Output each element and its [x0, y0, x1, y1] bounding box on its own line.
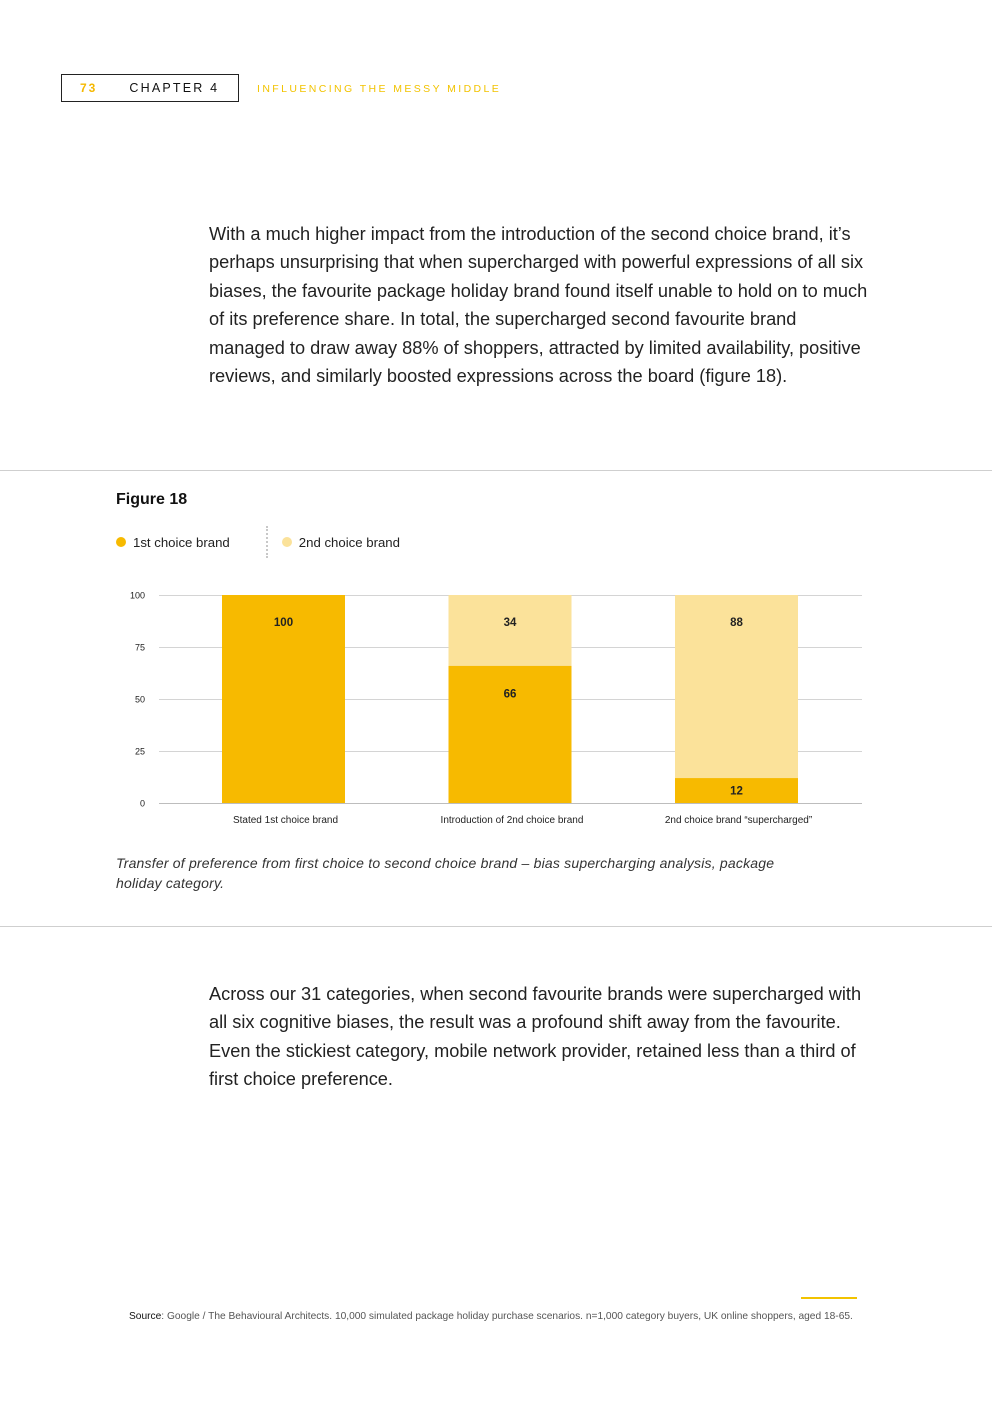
x-category-label: Stated 1st choice brand	[232, 815, 339, 826]
source-label: Source	[129, 1311, 162, 1322]
page-number: 73	[80, 81, 98, 95]
body-paragraph-1: With a much higher impact from the introduction of the second choice brand, it’s perhaps unsurprising that when supercharged with powerful expressions of all six biases, the favourite package holiday brand found itself unable to hold on to much of its preference share. In total, the supercharged second favourite brand managed to draw away 88% of shoppers, attracted by limited availability, positive reviews, and similarly boosted expressions across the board (figure 18).	[209, 224, 868, 387]
data-label: 66	[503, 688, 517, 701]
footer-accent-line	[801, 1297, 857, 1299]
data-label: 88	[730, 617, 743, 629]
data-label: 12	[730, 785, 743, 798]
section-title: INFLUENCING THE MESSY MIDDLE	[257, 83, 502, 95]
y-tick-label: 100	[129, 590, 145, 601]
y-tick-label: 75	[134, 642, 145, 653]
x-category-label: Introduction of 2nd choice brand	[440, 815, 584, 826]
figure-title: Figure 18	[116, 491, 188, 508]
x-category-label: 2nd choice brand “supercharged”	[664, 815, 813, 826]
bar-segment-first-choice	[449, 666, 572, 803]
figure-bottom-divider	[0, 926, 992, 927]
body-paragraph-2: Across our 31 categories, when second favourite brands were supercharged with all six cognitive biases, the result was a profound shift away from the favourite. Even the stickiest category, mobile network provider, retained less than a third of first choice preference.	[209, 984, 862, 1090]
source-note	[129, 1311, 857, 1322]
y-tick-label: 0	[139, 798, 145, 809]
data-label: 100	[273, 617, 294, 629]
source-text: : Google / The Behavioural Architects. 10,000 simulated package holiday purchase scenarios. n=1,000 category buyers, UK online shoppers, aged 18-65.	[161, 1311, 853, 1322]
bar-segment-second-choice	[449, 595, 572, 666]
y-tick-label: 50	[134, 694, 145, 705]
y-tick-label: 25	[134, 746, 145, 757]
legend-label-second-choice: 2nd choice brand	[298, 534, 400, 550]
data-label: 34	[503, 617, 517, 629]
legend-label-first-choice: 1st choice brand	[133, 534, 230, 550]
chapter-label: CHAPTER 4	[129, 81, 220, 95]
figure-caption: Transfer of preference from first choice to second choice brand – bias supercharging analysis, package holiday category.	[116, 855, 775, 891]
